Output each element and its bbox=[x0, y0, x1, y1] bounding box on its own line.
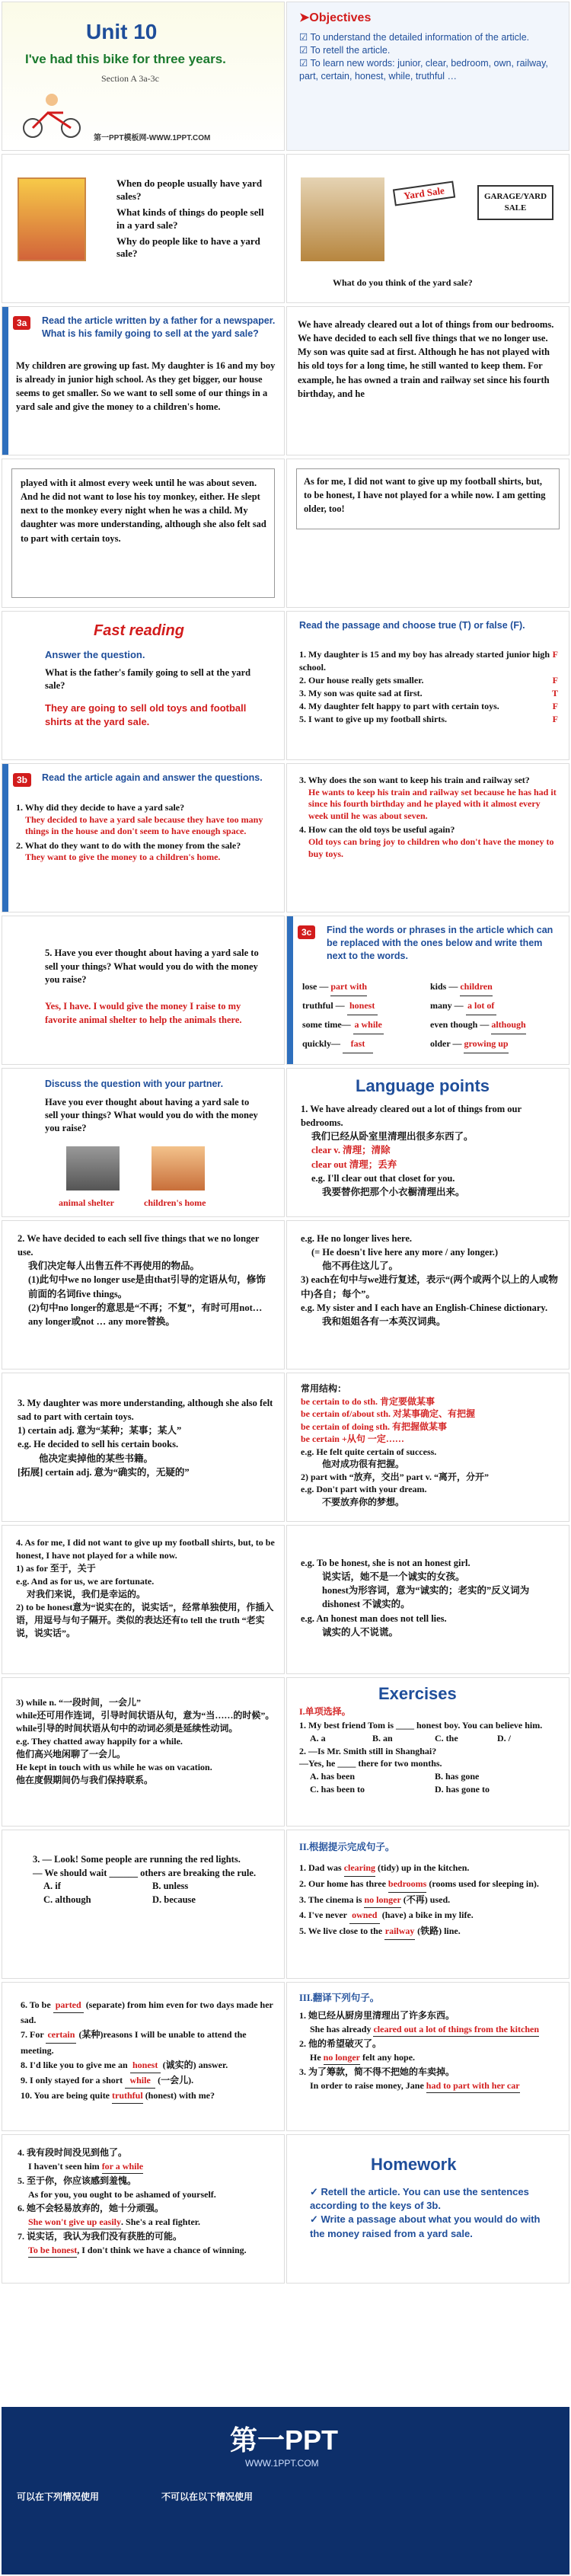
honest-point: e.g. To be honest, she is not an honest girl. 说实话，她不是一个诚实的女孩。 honest为形容词，意为“诚实的；老实的”反义词为dishonest 不诚实的。 e.g. An honest man does not tell lies. 诚实的人不说谎。 bbox=[301, 1558, 530, 1638]
section-complete-sentences: II.根据提示完成句子。 bbox=[299, 1842, 395, 1852]
option-c[interactable]: C. the bbox=[435, 1732, 458, 1743]
fill-in-items-2: 6. To be parted (separate) from him even for two days made her sad. 7. For certain (某种)reasons I will be unable to attend the meeting. 8. I'd like you to give me an honest (诚实的) answer. 9. I only stayed for a short while (一会儿). 10. You are being quite truthful (honest) with me? bbox=[21, 1998, 273, 2104]
instruction-3b: Read the article again and answer the questions. bbox=[42, 772, 263, 783]
homework-list bbox=[310, 2185, 553, 2241]
slide-3b-continued[interactable] bbox=[286, 763, 569, 912]
instruction-3c: Find the words or phrases in the article which can be replaced with the ones below and write them next to the words. bbox=[327, 925, 553, 961]
tf-list bbox=[299, 648, 558, 726]
slide-no-longer[interactable] bbox=[286, 1220, 569, 1369]
footer-disallowed-heading: 不可以在以下情况使用 bbox=[161, 2491, 254, 2502]
tf-item: 3. My son was quite sad at first. T bbox=[299, 688, 558, 699]
objective-item: ☑ To understand the detailed information of the article. bbox=[299, 32, 530, 43]
as-for-point: 4. As for me, I did not want to give up my football shirts, but, to be honest, I have not played for a while now. 1) as for 至于，关于 e.g. And as for us, we are fortunate. 对我们来说，我们是幸运的。 2) to be honest意为“说实在的，说实话”，经常单独使用，作插入语，用逗号与句子隔开。类似的表达还有to tell the truth “老实说，说实话”。 bbox=[16, 1537, 275, 1639]
qa-3b: 1. Why did they decide to have a yard sale? They decided to have a yard sale because they have too many things in the house and don't seem to have enough space. 2. What do they want to do with the money from the sale? They want to give the money to a children's home. bbox=[16, 802, 263, 863]
question-list: When do people usually have yard sales? What kinds of things do people sell in a yard sale? Why do people like to have a yard sale? bbox=[116, 177, 264, 260]
certain-point: 3. My daughter was more understanding, although she also felt sad to part with certain toys. 1) certain adj. 意为“某种；某事；某人” e.g. He decided to sell his certain books. 他决定卖掉他的某些书籍。 [拓展] certain adj. 意为“确实的，无疑的” bbox=[18, 1398, 273, 1478]
fast-reading-title: Fast reading bbox=[94, 622, 184, 639]
answer-5: Yes, I have. I would give the money I raise to my favorite animal shelter to help the animals there. bbox=[45, 1001, 242, 1025]
slide-translate[interactable] bbox=[286, 1982, 569, 2131]
fast-reading-answer: They are going to sell old toys and football shirts at the yard sale. bbox=[45, 702, 247, 727]
tf-item: 2. Our house really gets smaller. F bbox=[299, 675, 558, 686]
option-d[interactable]: D. has gone to bbox=[435, 1783, 490, 1795]
question-5: 5. Have you ever thought about having a yard sale to sell your things? What would you do with the money you raise? bbox=[45, 948, 259, 985]
badge-3b: 3b bbox=[13, 773, 31, 787]
objectives-list bbox=[299, 31, 561, 83]
section-label: Section A 3a-3c bbox=[101, 73, 159, 84]
section-translate: III.翻译下列句子。 bbox=[299, 1993, 380, 2003]
slide-question-5[interactable] bbox=[2, 916, 285, 1065]
footer-allowed-heading: 可以在下列情况使用 bbox=[17, 2491, 100, 2502]
option-b[interactable]: B. unless bbox=[152, 1881, 189, 1891]
objectives-heading: ➤Objectives bbox=[299, 10, 371, 27]
tf-item: 5. I want to give up my football shirts. F bbox=[299, 714, 558, 725]
article-paragraph-2: We have already cleared out a lot of things from our bedrooms. We have decided to each sell five things that we no longer use. My son was quite sad at first. Although he has not played with his old toys for a long time, he still wanted to keep them. For example, he has owned a train and railway set since his fourth birthday, and he bbox=[298, 319, 554, 399]
badge-3c: 3c bbox=[298, 925, 315, 939]
yard-sale-sign-image bbox=[18, 177, 86, 261]
objective-item: ☑ To retell the article. bbox=[299, 44, 391, 56]
tf-instruction: Read the passage and choose true (T) or false (F). bbox=[299, 620, 525, 631]
slide-language-points[interactable] bbox=[286, 1068, 569, 1217]
section-single-choice: I.单项选择。 bbox=[299, 1706, 351, 1717]
slide-honest[interactable] bbox=[286, 1525, 569, 1674]
yard-sale-sign: Yard Sale bbox=[393, 181, 455, 206]
animal-shelter-label: animal shelter bbox=[59, 1197, 114, 1208]
slide-objectives[interactable] bbox=[286, 2, 569, 151]
mc-question-3: 3. — Look! Some people are running the red lights. — We should wait ______ others are breaking the rule. A. if B. unless C. although D. because bbox=[33, 1853, 261, 1906]
slide-as-for[interactable] bbox=[2, 1525, 285, 1674]
slide-mc-3[interactable] bbox=[2, 1830, 285, 1979]
slide-certain[interactable] bbox=[2, 1373, 285, 1522]
mc-questions: 1. My best friend Tom is ____ honest boy. You can believe him. A. a B. an C. the D. / 2. —Is Mr. Smith still in Shanghai? —Yes, he ____ there for two months. A. has been B. has gone C. has been to D. has gone to bbox=[299, 1719, 560, 1796]
option-c[interactable]: C. although bbox=[43, 1894, 91, 1905]
footer-url[interactable]: WWW.1PPT.COM bbox=[245, 2458, 319, 2469]
qa-3b-2: 3. Why does the son want to keep his train and railway set? He wants to keep his train and railway set because he has had it since his fourth birthday and he played with it almost every week until he was about seven. 4. How can the old toys be useful again? Old toys can bring joy to children who don't have the money to buy toys. bbox=[299, 775, 557, 859]
yard-sale-photo-1 bbox=[301, 177, 384, 261]
homework-item: ✓ Retell the article. You can use the sentences according to the keys of 3b. bbox=[310, 2186, 529, 2212]
childrens-home-photo bbox=[152, 1146, 205, 1191]
slide-yard-sale-photos[interactable] bbox=[286, 154, 569, 303]
homework-title: Homework bbox=[371, 2155, 457, 2174]
arrow-bullet-icon: ➤ bbox=[299, 11, 310, 24]
garage-sale-sign: GARAGE/YARD SALE bbox=[477, 185, 553, 220]
discuss-question: Have you ever thought about having a yard sale to sell your things? What would you do with the money you raise? bbox=[45, 1097, 258, 1133]
slide-discuss[interactable] bbox=[2, 1068, 285, 1217]
slide-questions[interactable] bbox=[2, 154, 285, 303]
translate-items-2: 4. 我有段时间没见到他了。 I haven't seen him for a while 5. 至于你，你应该感到羞愧。 As for you, you ought to be ashamed of yourself. 6. 她不会轻易放弃的，她十分顽强。 She won't give up easily. She's a real fighter. 7. 说实话，我认为我们没有获胜的可能。 To be honest, I don't think we have a chance of winning. bbox=[18, 2146, 273, 2258]
option-a[interactable]: A. if bbox=[43, 1881, 61, 1891]
fill-in-items: 1. Dad was clearing (tidy) up in the kitchen. 2. Our home has three bedrooms (rooms used for sleeping in). 3. The cinema is no longer (不再) used. 4. I've never owned (have) a bike in my life. 5. We live close to the railway (铁路) line. bbox=[299, 1861, 561, 1940]
exercises-title: Exercises bbox=[378, 1684, 457, 1703]
homework-item: ✓ Write a passage about what you would do with the money raised from a yard sale. bbox=[310, 2213, 541, 2239]
instruction-3a: Read the article written by a father for a newspaper. What is his family going to sell at the yard sale? bbox=[42, 315, 276, 339]
slide-article-4[interactable] bbox=[286, 459, 569, 608]
translate-items: 1. 她已经从厨房里清理出了许多东西。 She has already cleared out a lot of things from the kitchen 2. 他的希望破灭了。 He no longer felt any hope. 3. 为了筹款，简不得不把她的车卖掉。 In order to raise money, Jane had to part with her car bbox=[299, 2009, 561, 2093]
discuss-instruction: Discuss the question with your partner. bbox=[45, 1079, 224, 1089]
slide-article-3[interactable] bbox=[2, 459, 285, 608]
slide-fast-reading[interactable] bbox=[2, 611, 285, 760]
no-longer-examples: e.g. He no longer lives here. (= He doesn't live here any more / any longer.) 他不再住这儿了。 3) each在句中与we进行复述，表示“(两个或两个以上的人或物中)各自；每个”。 e.g. My sister and I each have an English-Chinese dictionary. 我和姐姐各有一本英汉词典。 bbox=[301, 1233, 558, 1327]
slide-article-2[interactable] bbox=[286, 306, 569, 455]
slide-point-2[interactable] bbox=[2, 1220, 285, 1369]
objective-item: ☑ To learn new words: junior, clear, bedroom, own, railway, part, certain, honest, while, truthful … bbox=[299, 57, 548, 81]
article-paragraph-4: As for me, I did not want to give up my football shirts, but, to be honest, I have not played for a while now. I am getting older, too! bbox=[304, 476, 546, 515]
language-points-title: Language points bbox=[356, 1076, 490, 1095]
option-a[interactable]: A. has been bbox=[310, 1771, 356, 1782]
slide-fill-in[interactable] bbox=[286, 1830, 569, 1979]
slide-3c[interactable] bbox=[286, 916, 569, 1065]
badge-3a: 3a bbox=[13, 316, 30, 330]
footer-logo: 第一PPT bbox=[230, 2424, 339, 2456]
animal-shelter-photo bbox=[66, 1146, 120, 1191]
bike-illustration bbox=[18, 86, 86, 139]
unit-title: Unit 10 bbox=[86, 20, 158, 43]
article-paragraph-3: played with it almost every week until he was about seven. And he did not want to lose his toy monkey, either. He slept next to the monkey every night when he was a child. My daughter was more understanding, although she also felt sad to part with certain toys. bbox=[21, 478, 266, 544]
slide-fill-in-2[interactable] bbox=[2, 1982, 285, 2131]
tf-item: 1. My daughter is 15 and my boy has already started junior high school. F bbox=[299, 649, 558, 673]
slide-true-false[interactable] bbox=[286, 611, 569, 760]
article-paragraph-1: My children are growing up fast. My daughter is 16 and my boy is already in junior high school. As they get bigger, our house seems to get smaller. So we want to sell some of our things in a yard sale and give the money to a children's home. bbox=[16, 360, 276, 413]
option-a[interactable]: A. a bbox=[310, 1732, 326, 1743]
slide-exercises[interactable] bbox=[286, 1677, 569, 1827]
tf-item: 4. My daughter felt happy to part with certain toys. F bbox=[299, 701, 558, 712]
while-point: 3) while n. “一段时间，一会儿” while还可用作连词，引导时间状语从句，意为“当……的时候”。while引导的时间状语从句中的动词必须是延续性动词。 e.g. They chatted away happily for a while. 他们高兴地闲聊了一会儿。 He kept in touch with us while he was on vacation. 他在度假期间仍与我们保持联系。 bbox=[16, 1697, 275, 1786]
slide-while[interactable] bbox=[2, 1677, 285, 1827]
option-d[interactable]: D. because bbox=[152, 1894, 196, 1905]
fast-reading-question: What is the father's family going to sell at the yard sale? bbox=[45, 667, 251, 691]
option-c[interactable]: C. has been to bbox=[310, 1783, 365, 1795]
option-b[interactable]: B. an bbox=[372, 1732, 393, 1743]
slide-title[interactable] bbox=[2, 2, 285, 151]
fast-reading-instruction: Answer the question. bbox=[45, 649, 145, 660]
site-logo: 第一PPT模板网-WWW.1PPT.COM bbox=[94, 134, 211, 142]
slide-homework[interactable] bbox=[286, 2134, 569, 2284]
footer-banner bbox=[2, 2407, 569, 2574]
certain-structures: 常用结构： be certain to do sth. 肯定要做某事 be certain of/about sth. 对某事确定、有把握 be certain of doing sth. 有把握做某事 be certain +从句 一定…… e.g. He felt quite certain of success. 他对成功很有把握。 2) part with “放弃，交出” part v. “离开，分开” e.g. Don't part with your dream. 不要放弃你的梦想。 bbox=[301, 1383, 489, 1507]
language-point-2: 2. We have decided to each sell five things that we no longer use. 我们决定每人出售五件不再使用的物品。 (1)此句中we no longer use是由that引导的定语从句，修饰前面的名词five things。 (2)句中no longer的意思是“不再；不复”，有时可用not… any longer或not … any more替换。 bbox=[18, 1233, 266, 1327]
unit-subtitle: I've had this bike for three years. bbox=[25, 52, 226, 66]
childrens-home-label: children's home bbox=[144, 1197, 206, 1208]
language-point-1: 1. We have already cleared out a lot of things from our bedrooms. 我们已经从卧室里清理出很多东西了。 clear v. 清理；清除 clear out 清理；丢弃 e.g. I'll clear out that closet for you. 我要替你把那个小衣橱清理出来。 bbox=[301, 1104, 522, 1197]
option-d[interactable]: D. / bbox=[497, 1732, 511, 1743]
slide-certain-structures[interactable] bbox=[286, 1373, 569, 1522]
slide-3a[interactable] bbox=[2, 306, 285, 455]
option-b[interactable]: B. has gone bbox=[435, 1771, 480, 1782]
slide-translate-2[interactable] bbox=[2, 2134, 285, 2284]
slide-3b[interactable] bbox=[2, 763, 285, 912]
yard-sale-question: What do you think of the yard sale? bbox=[333, 277, 473, 288]
word-pairs: lose — part with kids — children truthful — honest many — a lot of some time— a while even though — although quickly— fast older — growing up bbox=[302, 977, 558, 1053]
